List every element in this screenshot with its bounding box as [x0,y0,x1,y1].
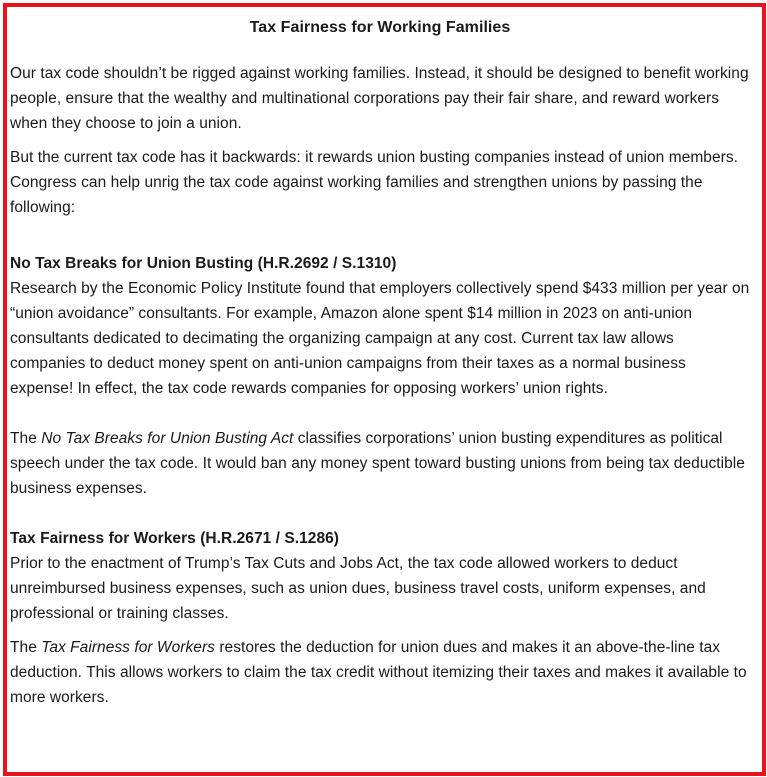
section-heading: Tax Fairness for Workers (H.R.2671 / S.1286) [10,530,339,547]
section-body: Research by the Economic Policy Institute found that employers collectively spend $433 million per year on “union avoidance” consultants. For example, Amazon alone spent $14 million in 2023 on anti-union consultants dedicated to decimating the organizing campaign at any cost. Current tax law allows companies to deduct money spent on anti-union campaigns from their taxes as a normal business expense! In effect, the tax code rewards companies for opposing workers’ union rights. [10,280,750,397]
section-act-description [10,426,750,501]
act-description-suffix: restores the deduction for union dues and makes it an above-the-line tax deduction. This allows workers to claim the tax credit without itemizing their taxes and makes it available to more workers. [10,639,747,706]
section-union-busting [10,251,750,501]
section-act-description [10,635,750,710]
intro-paragraph-1: Our tax code shouldn’t be rigged against working families. Instead, it should be designed to benefit working people, ensure that the wealthy and multinational corporations pay their fair share, and reward workers when they choose to join a union. [10,65,749,132]
document-title: Tax Fairness for Working Families [249,19,511,36]
document-body [10,14,750,710]
act-name-italic: No Tax Breaks for Union Busting Act [41,430,294,447]
act-description-suffix: classifies corporations’ union busting expenditures as political speech under the tax code. It would ban any money spent toward busting unions from being tax deductible business expenses. [10,430,745,497]
section-heading: No Tax Breaks for Union Busting (H.R.2692 / S.1310) [10,255,397,272]
section-tax-fairness-workers [10,526,750,710]
act-description-prefix: The [10,639,42,656]
section-body: Prior to the enactment of Trump’s Tax Cuts and Jobs Act, the tax code allowed workers to deduct unreimbursed business expenses, such as union dues, business travel costs, uniform expenses, and professional or training classes. [10,555,706,622]
act-description-prefix: The [10,430,42,447]
act-name-italic: Tax Fairness for Workers [41,639,215,656]
intro-paragraph-2: But the current tax code has it backwards: it rewards union busting companies instead of union members. Congress can help unrig the tax code against working families and strengthen unions by passing the following: [10,149,739,216]
